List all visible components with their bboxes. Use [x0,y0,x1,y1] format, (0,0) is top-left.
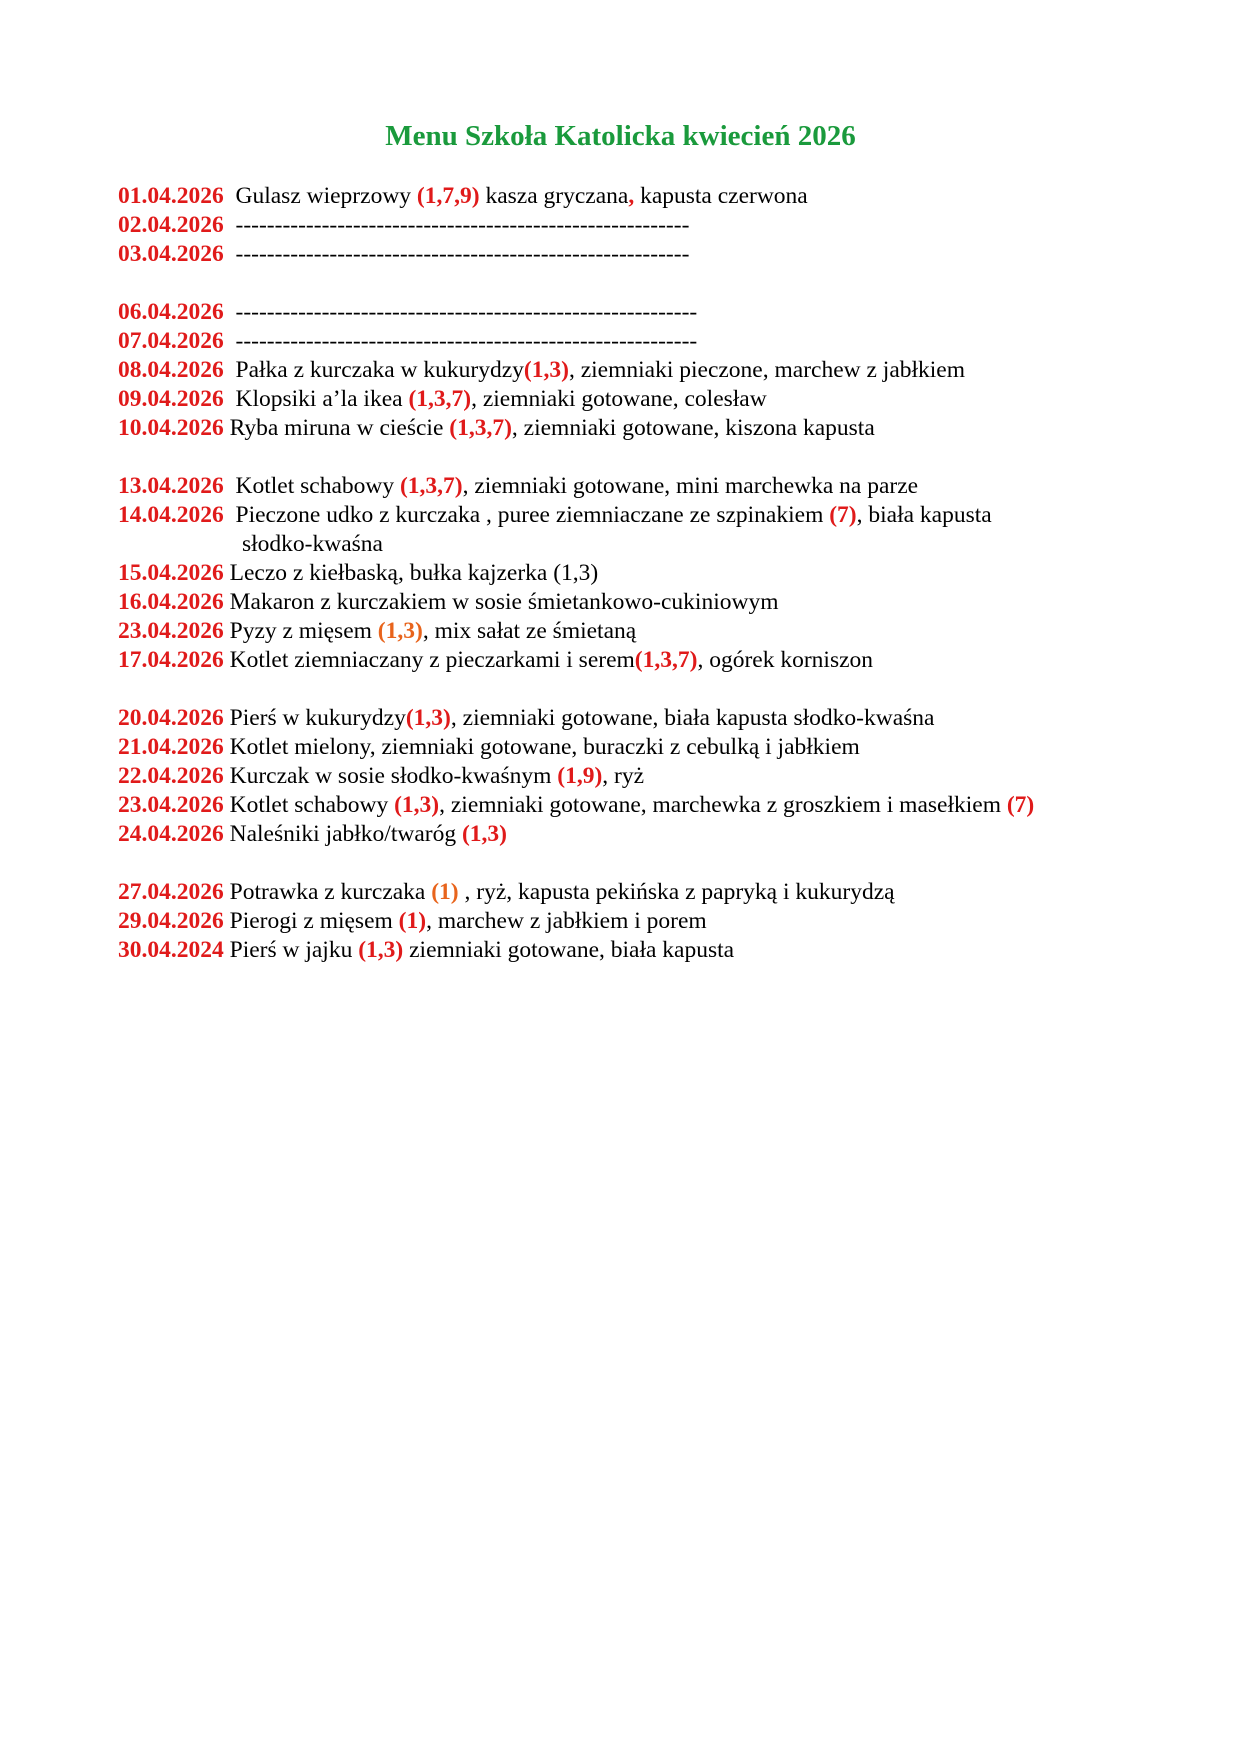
menu-row [118,936,1128,965]
menu-date: 15.04.2026 [118,560,224,586]
menu-row [118,414,1128,443]
separator [224,183,236,209]
dish-text: Pyzy z mięsem [229,618,378,644]
dish-text: Potrawka z kurczaka [229,879,432,905]
dish-text: Kurczak w sosie słodko-kwaśnym [229,763,558,789]
menu-row [118,327,1128,356]
separator [224,212,236,238]
dish-text: Pierś w kukurydzy [229,705,406,731]
menu-date: 30.04.2024 [118,937,224,963]
dish-sides: , ryż [602,763,645,789]
allergen-codes: (1,3) [394,792,440,818]
dish-text: Ryba miruna w cieście [229,415,450,441]
menu-row [118,907,1128,936]
menu-date: 01.04.2026 [118,183,224,209]
dish-sides: , mix sałat ze śmietaną [422,618,637,644]
menu-date: 14.04.2026 [118,502,224,528]
dish-text: Kotlet schabowy [235,473,400,499]
dish-text: Pierś w jajku [229,937,359,963]
allergen-codes-extra: (7) [1006,792,1035,818]
dish-sides: , biała kapusta [856,502,992,528]
separator [224,328,236,354]
dish-text: Pałka z kurczaka w kukurydzy [235,357,524,383]
dish-sides: , ryż, kapusta pekińska z papryką i kukurydzą [458,879,895,905]
allergen-codes: (1) [398,908,427,934]
menu-row [118,588,1128,617]
dish-text: Makaron z kurczakiem w sosie śmietankowo-cukiniowym [229,589,779,615]
page-title: Menu Szkoła Katolicka kwiecień 2026 [385,120,856,152]
separator [224,386,236,412]
dish-sides: , ziemniaki gotowane, marchewka z groszkiem i masełkiem [439,792,1007,818]
separator [224,357,236,383]
dish-text: Pieczone udko z kurczaka , puree ziemniaczane ze szpinakiem [235,502,830,528]
dish-continuation: słodko-kwaśna [242,531,383,557]
dish-sides: , ziemniaki gotowane, colesław [471,386,767,412]
allergen-codes: (1,7,9) [416,183,480,209]
menu-list [118,182,1128,965]
allergen-codes: (1,3) [405,705,451,731]
allergen-codes: (1,3,7) [399,473,463,499]
menu-row [118,791,1128,820]
dish-text: Leczo z kiełbaską, bułka kajzerka (1,3) [229,560,599,586]
menu-date: 27.04.2026 [118,879,224,905]
menu-row [118,298,1128,327]
dish-text: Gulasz wieprzowy [235,183,417,209]
menu-row [118,472,1128,501]
separator [224,502,236,528]
menu-date: 16.04.2026 [118,589,224,615]
separator [224,473,236,499]
dish-sides: kasza gryczana [479,183,629,209]
dish-text: Kotlet ziemniaczany z pieczarkami i serem [229,647,635,673]
menu-row [118,182,1128,211]
dish-sides: , ziemniaki pieczone, marchew z jabłkiem [568,357,966,383]
menu-date: 06.04.2026 [118,299,224,325]
allergen-codes: (1,3) [461,821,507,847]
allergen-codes: (1) [431,879,459,905]
menu-row [118,704,1128,733]
menu-row [118,559,1128,588]
menu-date: 29.04.2026 [118,908,224,934]
menu-row [118,356,1128,385]
dish-sides: , ziemniaki gotowane, mini marchewka na parze [462,473,919,499]
spacer [118,675,1128,704]
dish-text: ---------------------------------------------------------- [235,241,690,267]
spacer [118,443,1128,472]
dish-sides: , marchew z jabłkiem i porem [426,908,707,934]
allergen-codes: (1,3) [358,937,404,963]
dish-sides: , ziemniaki gotowane, kiszona kapusta [511,415,875,441]
dish-sides-extra: kapusta czerwona [634,183,808,209]
allergen-codes: (1,3) [523,357,569,383]
menu-row [118,211,1128,240]
menu-date: 13.04.2026 [118,473,224,499]
dish-text: Klopsiki a’la ikea [235,386,409,412]
allergen-codes: (7) [829,502,857,528]
allergen-codes: (1,3,7) [408,386,472,412]
allergen-codes: (1,3) [377,618,423,644]
menu-row [118,617,1128,646]
menu-date: 08.04.2026 [118,357,224,383]
menu-date: 21.04.2026 [118,734,224,760]
dish-sides: , ogórek korniszon [697,647,874,673]
spacer [118,269,1128,298]
menu-row [118,501,1128,559]
menu-row [118,878,1128,907]
dish-sides: , ziemniaki gotowane, biała kapusta słodko-kwaśna [450,705,935,731]
dish-text: Pierogi z mięsem [229,908,399,934]
spacer [118,849,1128,878]
menu-date: 22.04.2026 [118,763,224,789]
dish-text: Kotlet mielony, ziemniaki gotowane, buraczki z cebulką i jabłkiem [229,734,860,760]
dish-text: Kotlet schabowy [229,792,395,818]
menu-row [118,240,1128,269]
allergen-codes: (1,9) [557,763,603,789]
comma-mark: , [628,183,635,209]
allergen-codes: (1,3,7) [634,647,698,673]
menu-date: 07.04.2026 [118,328,224,354]
menu-date: 23.04.2026 [118,618,224,644]
dish-sides: ziemniaki gotowane, biała kapusta [403,937,735,963]
separator [224,299,236,325]
menu-row [118,646,1128,675]
menu-date: 17.04.2026 [118,647,224,673]
menu-date: 03.04.2026 [118,241,224,267]
menu-row [118,733,1128,762]
menu-row [118,762,1128,791]
menu-date: 10.04.2026 [118,415,224,441]
separator [224,241,236,267]
menu-date: 02.04.2026 [118,212,224,238]
dish-text: ---------------------------------------------------------- [235,212,690,238]
allergen-codes: (1,3,7) [449,415,512,441]
dish-text: Naleśniki jabłko/twaróg [229,821,462,847]
dish-text: ----------------------------------------------------------- [235,328,698,354]
menu-date: 20.04.2026 [118,705,224,731]
menu-date: 23.04.2026 [118,792,224,818]
menu-date: 09.04.2026 [118,386,224,412]
menu-date: 24.04.2026 [118,821,224,847]
menu-row [118,820,1128,849]
menu-row [118,385,1128,414]
dish-text: ----------------------------------------------------------- [235,299,698,325]
